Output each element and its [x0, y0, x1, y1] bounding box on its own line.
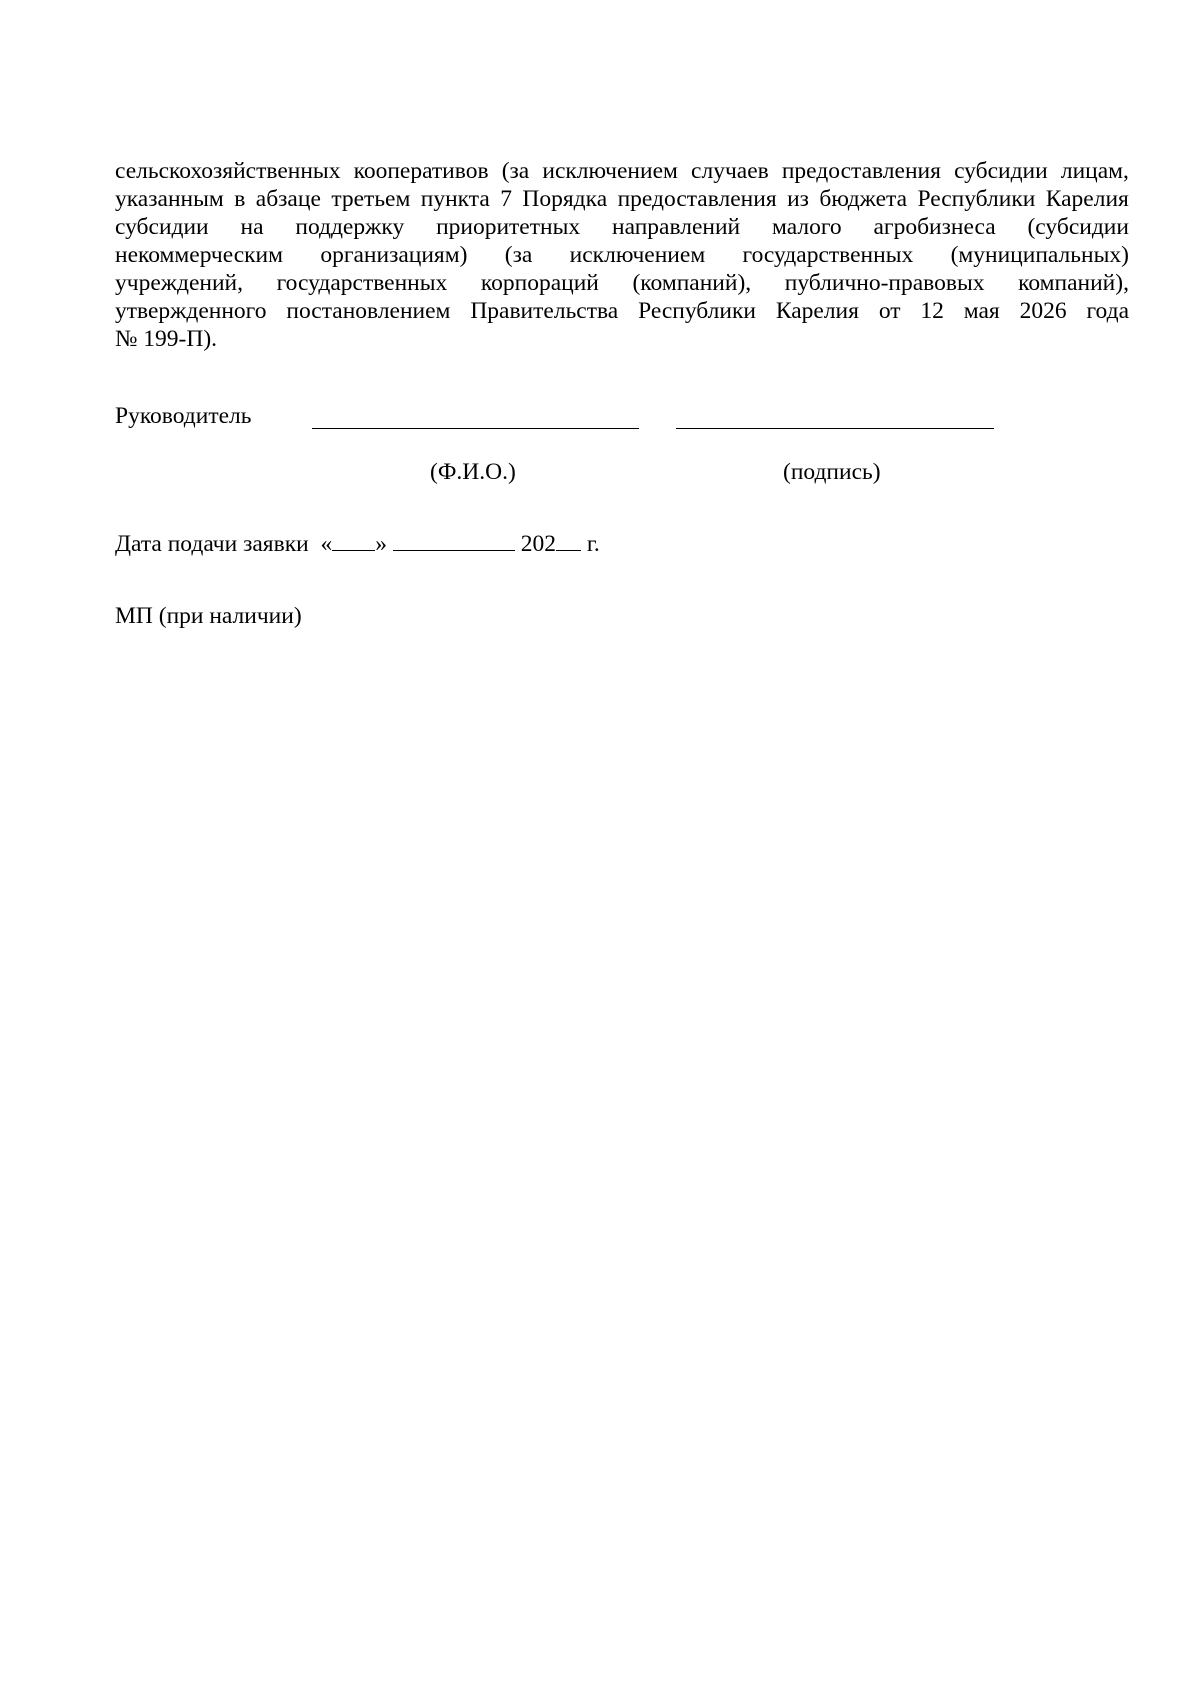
paragraph-word: малого [772, 214, 842, 240]
paragraph-word: предоставления [781, 158, 941, 184]
paragraph-word: Карелия [1045, 186, 1129, 212]
date-label: Дата подачи заявки [115, 531, 309, 557]
paragraph-word: исключением [542, 158, 678, 184]
paragraph-word: приоритетных [436, 214, 581, 240]
paragraph-word: утвержденного [115, 298, 267, 324]
paragraph-line [115, 241, 1129, 269]
paragraph-word: мая [963, 298, 1000, 324]
paragraph-word: третьем [331, 186, 411, 212]
year-field-line[interactable] [556, 530, 581, 551]
paragraph-word: 2026 [1019, 298, 1067, 324]
paragraph-line [115, 185, 1129, 213]
paragraph-line [115, 325, 1129, 353]
paragraph-word: (за [504, 242, 533, 268]
paragraph-word: случаев [691, 158, 769, 184]
paragraph-word: № 199-П). [115, 326, 218, 352]
paragraph-word: предоставления [617, 186, 777, 212]
paragraph-word: государственных [742, 242, 914, 268]
paragraph-word: организациям) [320, 242, 468, 268]
paragraph-word: учреждений, [115, 270, 243, 296]
date-line [115, 530, 600, 558]
paragraph-word: бюджета [819, 186, 907, 212]
paragraph-word: указанным [115, 186, 224, 212]
paragraph-word: Порядка [522, 186, 608, 212]
paragraph [115, 157, 1129, 353]
paragraph-word: Правительства [470, 298, 619, 324]
paragraph-word: (компаний), [632, 270, 752, 296]
paragraph-word: абзаце [255, 186, 321, 212]
paragraph-word: лицам, [1060, 158, 1129, 184]
stamp-label: МП (при наличии) [115, 603, 302, 629]
year-prefix: 202 [520, 531, 556, 557]
paragraph-word: некоммерческим [115, 242, 283, 268]
paragraph-word: от [878, 298, 901, 324]
paragraph-word: постановлением [286, 298, 451, 324]
date-close-quote: » [375, 531, 387, 557]
paragraph-word: Республики [638, 298, 756, 324]
paragraph-word: исключением [569, 242, 706, 268]
date-open-quote: « [320, 531, 333, 557]
paragraph-line [115, 269, 1129, 297]
head-label: Руководитель [115, 403, 252, 429]
paragraph-word: кооперативов [353, 158, 489, 184]
year-suffix: г. [586, 531, 600, 557]
paragraph-word: субсидии [954, 158, 1048, 184]
paragraph-word: 12 [920, 298, 944, 324]
paragraph-word: 7 [500, 186, 512, 212]
fio-field-line[interactable] [312, 428, 639, 429]
paragraph-word: пункта [420, 186, 490, 212]
paragraph-line [115, 213, 1129, 241]
fio-caption: (Ф.И.О.) [430, 459, 516, 485]
signature-field-line[interactable] [676, 428, 994, 429]
paragraph-word: агробизнеса [873, 214, 996, 240]
paragraph-line [115, 157, 1129, 185]
month-field-line[interactable] [393, 530, 515, 551]
paragraph-line [115, 297, 1129, 325]
day-field-line[interactable] [332, 530, 375, 551]
paragraph-word: направлений [612, 214, 741, 240]
paragraph-word: компаний), [1018, 270, 1129, 296]
paragraph-word: (за [501, 158, 530, 184]
paragraph-word: Республики [917, 186, 1036, 212]
paragraph-word: сельскохозяйственных [115, 158, 341, 184]
paragraph-word: (муниципальных) [950, 242, 1129, 268]
paragraph-word: (субсидии [1027, 214, 1129, 240]
paragraph-word: года [1086, 298, 1129, 324]
paragraph-word: публично-правовых [784, 270, 985, 296]
paragraph-word: поддержку [295, 214, 405, 240]
paragraph-word: Карелия [775, 298, 859, 324]
signature-caption: (подпись) [783, 459, 881, 485]
paragraph-word: корпораций [480, 270, 599, 296]
paragraph-word: на [240, 214, 264, 240]
paragraph-word: из [787, 186, 809, 212]
paragraph-word: субсидии [115, 214, 209, 240]
paragraph-word: в [234, 186, 246, 212]
paragraph-word: государственных [276, 270, 448, 296]
